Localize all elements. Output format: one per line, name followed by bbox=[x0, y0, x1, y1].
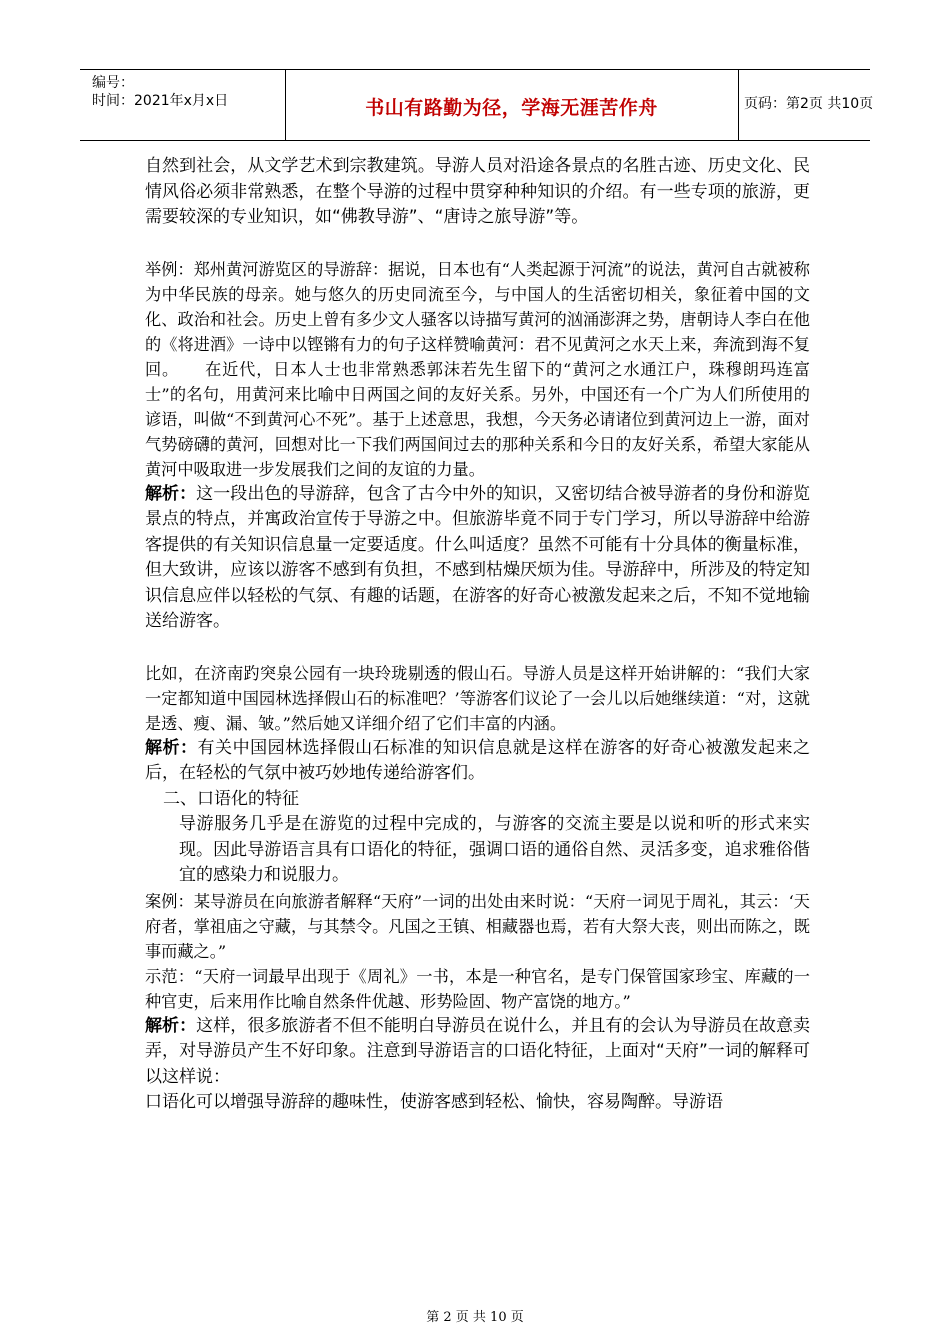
section-heading: 二、口语化的特征 bbox=[163, 788, 299, 809]
motto: 书山有路勤为径，学海无涯苦作舟 bbox=[365, 97, 658, 119]
analysis-1-text: 这一段出色的导游辞，包含了古今中外的知识，又密切结合被导游者的身份和游览景点的特点，并寓政治宣传于导游之中。但旅游毕竟不同于专门学习，所以导游辞中给游客提供的有关知识信息量一定要适度。什么叫适度？虽然不可能有十分具体的衡量标准，但大致讲，应该以游客不感到有负担，不感到枯燥厌烦为佳。导游辞中，所涉及的特定知识信息应伴以轻松的气氛、有趣的话题，在游客的好奇心被激发起来之后，不知不觉地输送给游客。 bbox=[145, 483, 811, 631]
analysis-label: 解析： bbox=[145, 737, 198, 758]
number-label: 编号： bbox=[92, 75, 134, 91]
analysis-label: 解析： bbox=[145, 483, 197, 504]
header-motto-cell bbox=[285, 70, 739, 140]
document-body bbox=[145, 154, 810, 1116]
paragraph-oral-2: 口语化可以增强导游辞的趣味性，使游客感到轻松、愉快，容易陶醉。导游语 bbox=[145, 1092, 723, 1112]
header-table bbox=[80, 69, 874, 141]
demo-tianfu: 示范：“天府一词最早出现于《周礼》一书，本是一种官名，是专门保管国家珍宝、库藏的一种官吏，后来用作比喻自然条件优越、形势险固、物产富饶的地方。” bbox=[145, 966, 810, 1011]
example-yellow-river: 举例：郑州黄河游览区的导游辞：据说，日本也有“人类起源于河流”的说法，黄河自古就被称为中华民族的母亲。她与悠久的历史同流至今，与中国人的生活密切相关，象征着中国的文化、政治和社会。历史上曾有多少文人骚客以诗描写黄河的汹涌澎湃之势，唐朝诗人李白在他的《将进酒》一诗中以铿锵有力的句子这样赞喻黄河：君不见黄河之水天上来，奔流到海不复回。 在近代，日本人士也非常熟悉郭沫若先生留下的“黄河之水通江户，珠穆朗玛连富士”的名句，用黄河来比喻中日两国之间的友好关系。另外，中国还有一个广为人们所使用的谚语，叫做“不到黄河心不死”。基于上述意思，我想，今天务必请诸位到黄河边上一游，面对气势磅礴的黄河，回想对比一下我们两国间过去的那种关系和今日的友好关系，希望大家能从黄河中吸取进一步发展我们之间的友谊的力量。 bbox=[145, 259, 810, 479]
analysis-label: 解析： bbox=[145, 1015, 197, 1036]
analysis-2 bbox=[145, 736, 810, 787]
analysis-2-text: 有关中国园林选择假山石标准的知识信息就是这样在游客的好奇心被激发起来之后，在轻松的气氛中被巧妙地传递给游客们。 bbox=[145, 737, 811, 783]
example-rockery: 比如，在济南趵突泉公园有一块玲珑剔透的假山石。导游人员是这样开始讲解的：“我们大家一定都知道中国园林选择假山石的标准吧？’等游客们议论了一会儿以后她继续道：“对，这就是透、瘦、漏、皱。”然后她又详细介绍了它们丰富的内涵。 bbox=[145, 663, 810, 733]
header-page-cell bbox=[738, 70, 874, 140]
time-label: 时间：2021年x月x日 bbox=[92, 93, 229, 109]
analysis-1 bbox=[145, 482, 810, 635]
analysis-3-text: 这样，很多旅游者不但不能明白导游员在说什么，并且有的会认为导游员在故意卖弄，对导游员产生不好印象。注意到导游语言的口语化特征，上面对“天府”一词的解释可以这样说： bbox=[145, 1015, 811, 1087]
page-footer: 第 2 页 共 10 页 bbox=[426, 1310, 524, 1325]
paragraph-intro: 自然到社会，从文学艺术到宗教建筑。导游人员对沿途各景点的名胜古迹、历史文化、民情风俗必须非常熟悉，在整个导游的过程中贯穿种种知识的介绍。有一些专项的旅游，更需要较深的专业知识，如“佛教导游”、“唐诗之旅导游”等。 bbox=[145, 156, 810, 227]
case-tianfu: 案例：某导游员在向旅游者解释“天府”一词的出处由来时说：“天府一词见于周礼，其云：‘天府者，掌祖庙之守藏，与其禁令。凡国之王镇、相藏器也焉，若有大祭大丧，则出而陈之，既事而藏之。” bbox=[145, 891, 810, 961]
analysis-3 bbox=[145, 1014, 810, 1091]
page-label: 页码：第2页 共10页 bbox=[744, 96, 874, 112]
header-meta-cell bbox=[80, 70, 286, 140]
paragraph-oral: 导游服务几乎是在游览的过程中完成的，与游客的交流主要是以说和听的形式来实现。因此导游语言具有口语化的特征，强调口语的通俗自然、灵活多变，追求雅俗偕宜的感染力和说服力。 bbox=[179, 814, 810, 885]
